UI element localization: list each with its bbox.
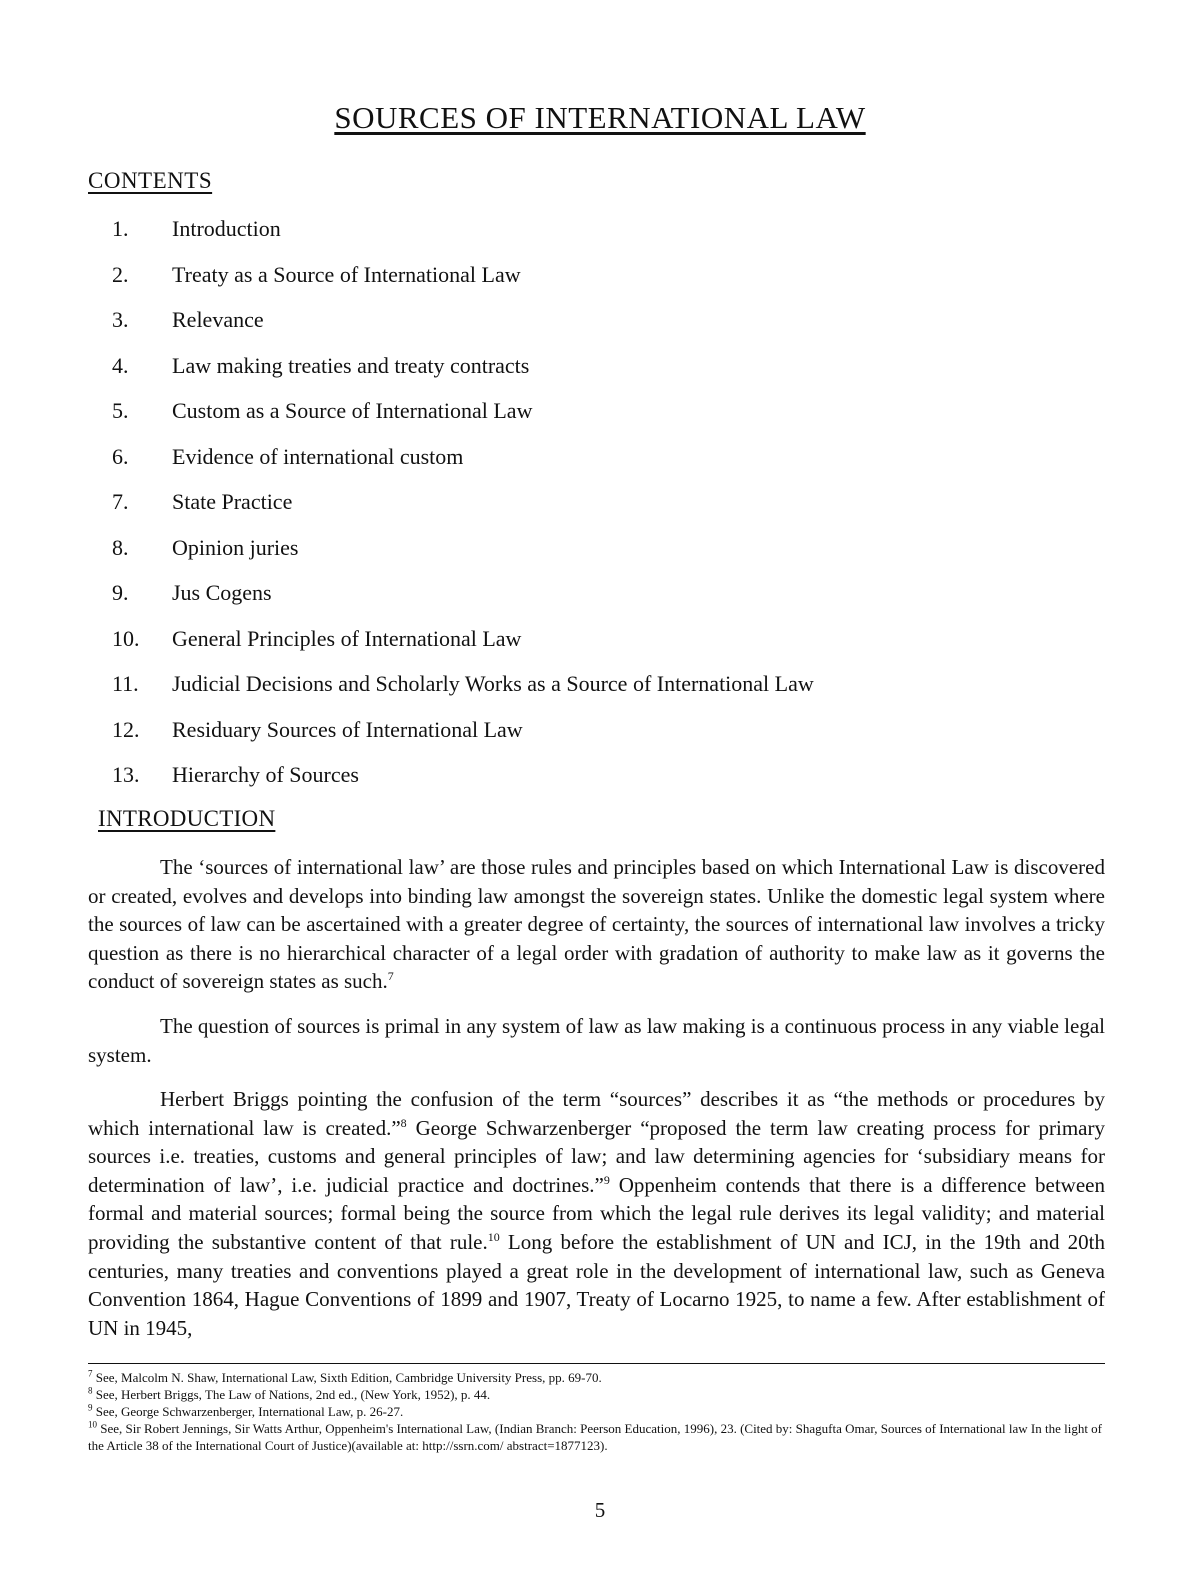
footnote	[88, 1369, 1105, 1386]
page-number: 5	[594, 1498, 606, 1522]
toc-item-number: 7.	[112, 489, 129, 514]
contents-heading: CONTENTS	[88, 168, 213, 193]
toc-item	[112, 486, 1012, 532]
toc-item	[112, 668, 1012, 714]
toc-item-label: Hierarchy of Sources	[172, 762, 359, 787]
toc-item-label: Introduction	[172, 216, 281, 241]
toc-item	[112, 577, 1012, 623]
paragraph-text: The ‘sources of international law’ are those rules and principles based on which International Law is discovered or created, evolves and develops into binding law amongst the sovereign states. Unlike the domestic legal system where the sources of law can be ascertained with a greater degree of certainty, the sources of international law involves a tricky question as there is no hierarchical character of a legal order with gradation of authority to make law as it governs the conduct of sovereign states as such.	[88, 855, 1105, 994]
toc-item-number: 10.	[112, 625, 140, 651]
toc-item	[112, 395, 1012, 441]
footnote-mark: 8	[88, 1385, 93, 1396]
paragraph-briggs	[88, 1085, 1105, 1342]
toc-item-label: Relevance	[172, 307, 264, 332]
toc-item	[112, 714, 1012, 760]
toc-item-label: Treaty as a Source of International Law	[172, 261, 521, 287]
toc-item-label: General Principles of International Law	[172, 625, 522, 651]
toc-item-number: 6.	[112, 443, 129, 469]
toc-item	[112, 304, 1012, 350]
toc-item-number: 5.	[112, 398, 129, 423]
paragraph-text: Herbert Briggs pointing the confusion of the term “sources” describes it as “the methods or procedures by which international law is created.”	[88, 1087, 1105, 1140]
toc-item-label: Opinion juries	[172, 534, 299, 560]
toc-item-label: Evidence of international custom	[172, 443, 464, 469]
footnote-mark: 7	[88, 1368, 93, 1379]
toc-item-label: Judicial Decisions and Scholarly Works as a Source of International Law	[172, 671, 814, 696]
toc-item-number: 11.	[112, 671, 139, 696]
paragraph-sources-definition	[88, 853, 1105, 996]
toc-item	[112, 623, 1012, 669]
toc-item-number: 4.	[112, 352, 129, 378]
footnotes	[88, 1369, 1105, 1454]
page-title: SOURCES OF INTERNATIONAL LAW	[334, 100, 866, 135]
toc-item	[112, 350, 1012, 396]
toc-item-number: 9.	[112, 580, 129, 605]
footnote-ref: 9	[603, 1172, 610, 1187]
toc-item-number: 1.	[112, 216, 129, 241]
footnote-text: See, Sir Robert Jennings, Sir Watts Arthur, Oppenheim's International Law, (Indian Branch: Peerson Education, 1996), 23. (Cited by: Shagufta Omar, Sources of International law In the light of the Article 38 of the International Court of Justice)(available at: http://ssrn.com/ abstract=1877123).	[88, 1421, 1103, 1453]
table-of-contents	[112, 213, 1012, 805]
paragraph-sources-primal	[88, 1012, 1105, 1069]
toc-item-label: Law making treaties and treaty contracts	[172, 352, 530, 378]
footnote	[88, 1386, 1105, 1403]
paragraph-text: The question of sources is primal in any system of law as law making is a continuous process in any viable legal system.	[88, 1014, 1105, 1067]
footnote	[88, 1403, 1105, 1420]
paragraph-text: Long before the establishment of UN and ICJ, in the 19th and 20th centuries, many treaties and conventions played a great role in the development of international law, such as Geneva Convention 1864, Hague Conventions of 1899 and 1907, Treaty of Locarno 1925, to name a few. After establishment of UN in 1945,	[88, 1229, 1105, 1340]
toc-item-number: 3.	[112, 307, 129, 332]
footnote-ref: 8	[400, 1115, 407, 1130]
toc-item-label: State Practice	[172, 489, 293, 514]
toc-item-label: Custom as a Source of International Law	[172, 398, 533, 423]
footnote-ref: 7	[387, 969, 394, 984]
toc-item	[112, 259, 1012, 305]
toc-item	[112, 759, 1012, 805]
footnote-mark: 9	[88, 1402, 93, 1413]
paragraph-text: Oppenheim contends that there is a difference between formal and material sources; formal being the source from which the legal rule derives its legal validity; and material providing the substantive content of that rule.	[88, 1172, 1105, 1254]
introduction-heading: INTRODUCTION	[98, 806, 276, 831]
toc-item	[112, 441, 1012, 487]
footnote	[88, 1420, 1105, 1454]
toc-item-number: 12.	[112, 716, 140, 742]
toc-item-label: Jus Cogens	[172, 580, 272, 605]
paragraph-text: George Schwarzenberger “proposed the term law creating process for primary sources i.e. treaties, customs and general principles of law; and law determining agencies for ‘subsidiary means for determination of law’, i.e. judicial practice and doctrines.”	[88, 1115, 1105, 1197]
footnote-ref: 10	[487, 1229, 500, 1244]
toc-item-number: 2.	[112, 261, 129, 287]
footnote-text: See, Malcolm N. Shaw, International Law, Sixth Edition, Cambridge University Press, pp. 69-70.	[95, 1370, 602, 1385]
toc-item-number: 8.	[112, 534, 129, 560]
footnote-text: See, George Schwarzenberger, International Law, p. 26-27.	[95, 1404, 404, 1419]
toc-item-number: 13.	[112, 762, 140, 787]
footnote-mark: 10	[88, 1419, 97, 1430]
footnote-text: See, Herbert Briggs, The Law of Nations, 2nd ed., (New York, 1952), p. 44.	[95, 1387, 491, 1402]
toc-item	[112, 532, 1012, 578]
footnote-divider	[88, 1363, 1105, 1364]
toc-item	[112, 213, 1012, 259]
toc-item-label: Residuary Sources of International Law	[172, 716, 523, 742]
